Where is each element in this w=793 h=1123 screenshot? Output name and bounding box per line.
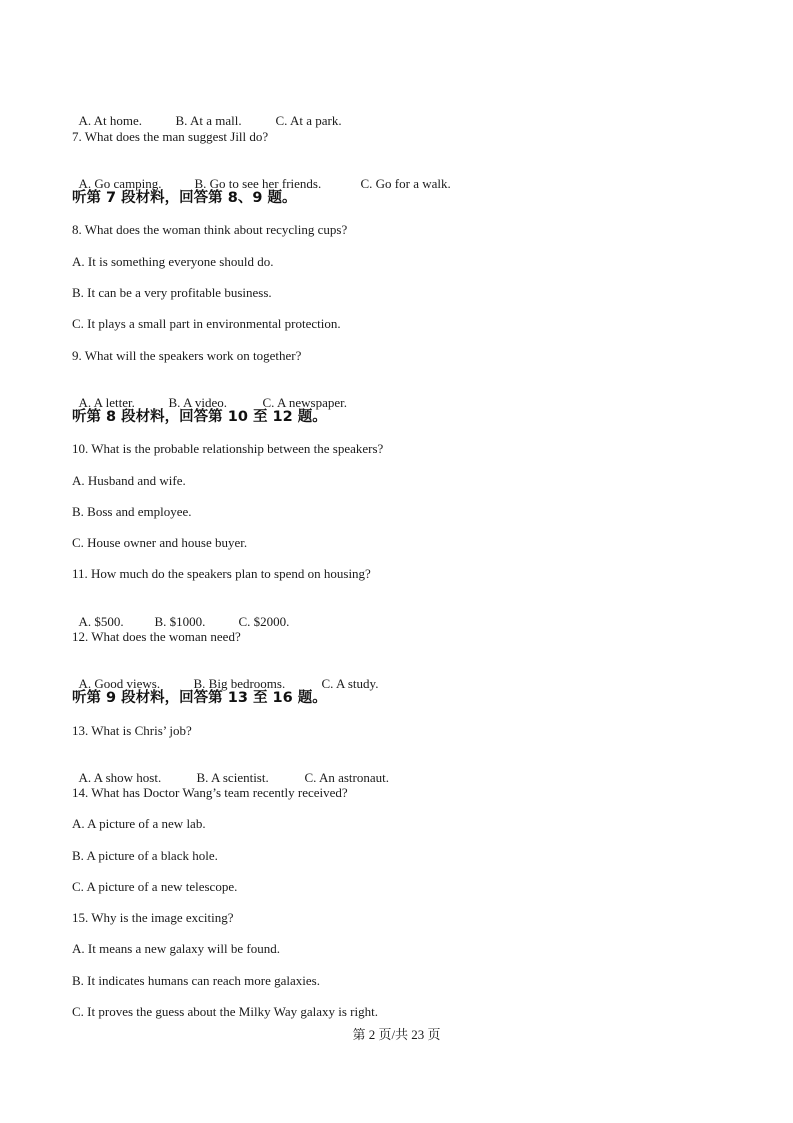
q6-option-b: B. At a mall. — [175, 113, 242, 128]
q7-option-a: A. Go camping. — [78, 176, 162, 191]
q7-question: 7. What does the man suggest Jill do? — [72, 129, 269, 144]
q11-question: 11. How much do the speakers plan to spend on housing? — [72, 566, 371, 581]
q15-option-c: C. It proves the guess about the Milky Way galaxy is right. — [72, 1004, 378, 1019]
q11-options — [72, 598, 289, 630]
q15-question: 15. Why is the image exciting? — [72, 910, 234, 925]
section-heading-9: 听第 9 段材料，回答第 13 至 16 题。 — [72, 690, 327, 706]
q9-options — [72, 379, 347, 411]
q8-question: 8. What does the woman think about recycling cups? — [72, 222, 348, 237]
q14-option-a: A. A picture of a new lab. — [72, 816, 206, 831]
q15-option-a: A. It means a new galaxy will be found. — [72, 941, 280, 956]
q14-option-b: B. A picture of a black hole. — [72, 848, 218, 863]
q10-option-a: A. Husband and wife. — [72, 473, 186, 488]
q11-option-c: C. $2000. — [238, 614, 290, 629]
q9-option-a: A. A letter. — [78, 395, 135, 410]
q12-question: 12. What does the woman need? — [72, 629, 241, 644]
q10-option-b: B. Boss and employee. — [72, 504, 192, 519]
q12-options — [72, 660, 378, 692]
q13-options — [72, 754, 389, 786]
q6-option-c: C. At a park. — [275, 113, 342, 128]
q12-option-a: A. Good views. — [78, 676, 161, 691]
q8-option-c: C. It plays a small part in environmental protection. — [72, 316, 341, 331]
q9-option-c: C. A newspaper. — [262, 395, 347, 410]
section-heading-7: 听第 7 段材料，回答第 8、9 题。 — [72, 190, 297, 206]
q11-option-b: B. $1000. — [154, 614, 206, 629]
page-number-footer: 第 2 页/共 23 页 — [352, 1027, 441, 1042]
q10-option-c: C. House owner and house buyer. — [72, 535, 248, 550]
q13-option-a: A. A show host. — [78, 770, 162, 785]
q7-options — [72, 160, 451, 192]
q7-option-c: C. Go for a walk. — [360, 176, 451, 191]
section-heading-8: 听第 8 段材料，回答第 10 至 12 题。 — [72, 409, 327, 425]
q8-option-a: A. It is something everyone should do. — [72, 254, 274, 269]
q13-question: 13. What is Chris’ job? — [72, 723, 192, 738]
q8-option-b: B. It can be a very profitable business. — [72, 285, 272, 300]
q9-option-b: B. A video. — [168, 395, 228, 410]
q6-options — [72, 97, 342, 129]
q6-option-a: A. At home. — [78, 113, 143, 128]
q7-option-b: B. Go to see her friends. — [194, 176, 322, 191]
q13-option-b: B. A scientist. — [196, 770, 269, 785]
q12-option-c: C. A study. — [321, 676, 379, 691]
q13-option-c: C. An astronaut. — [304, 770, 389, 785]
q11-option-a: A. $500. — [78, 614, 124, 629]
q9-question: 9. What will the speakers work on together? — [72, 348, 302, 363]
q14-option-c: C. A picture of a new telescope. — [72, 879, 238, 894]
q14-question: 14. What has Doctor Wang’s team recently received? — [72, 785, 348, 800]
q10-question: 10. What is the probable relationship between the speakers? — [72, 441, 384, 456]
q15-option-b: B. It indicates humans can reach more galaxies. — [72, 973, 320, 988]
q12-option-b: B. Big bedrooms. — [193, 676, 286, 691]
